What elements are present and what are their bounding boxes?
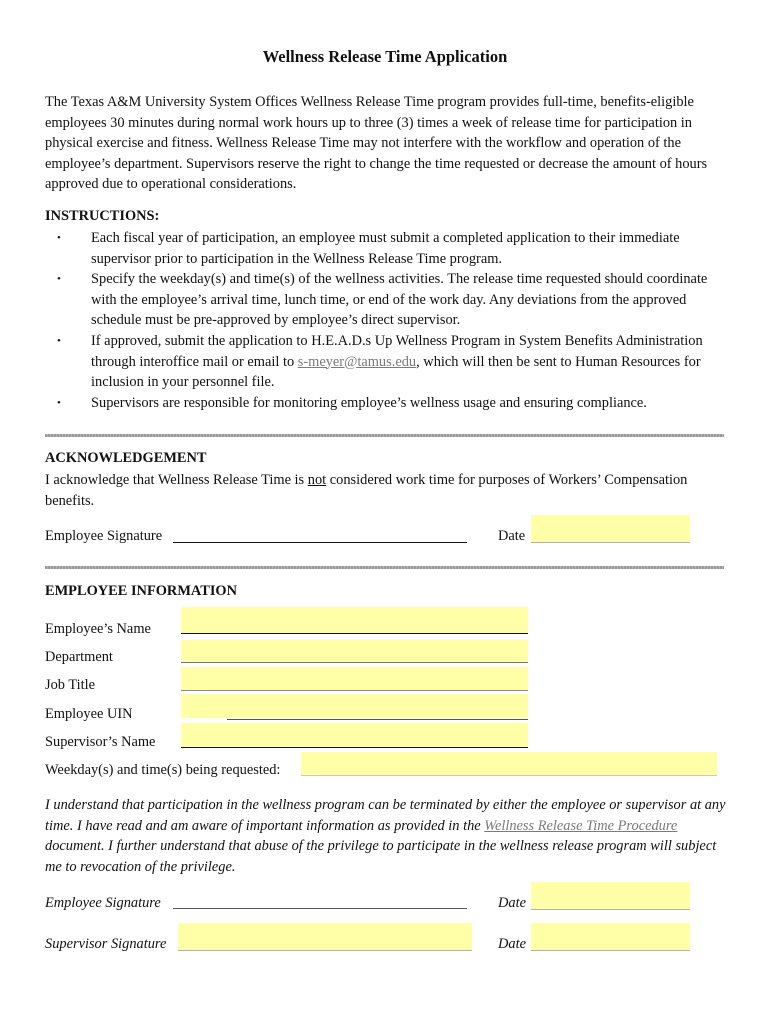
instruction-item: • Specify the weekday(s) and time(s) of the wellness activities. The release time requested should coordinate with the employee’s arrival time, lunch time, or end of the work day. Any deviations from the approved schedule must be pre-approved by employee’s direct supervisor. <box>57 271 708 329</box>
job-title-label: Job Title <box>45 677 95 693</box>
employee-name-label: Employee’s Name <box>45 621 151 637</box>
supervisor-name-label: Supervisor’s Name <box>45 734 156 750</box>
instructions-list <box>45 228 735 413</box>
ack-date-label: Date <box>498 528 526 544</box>
section-divider <box>45 434 724 437</box>
intro-paragraph: The Texas A&M University System Offices Wellness Release Time program provides full-time, benefits-eligible employees 30 minutes during normal work hours up to three (3) times a week of release time for participation in physical exercise and fitness. Wellness Release Time may not interfere with the workflow and operation of the employee’s department. Supervisors reserve the right to change the time requested or decrease the amount of hours approved due to operational considerations. <box>45 94 708 193</box>
employee-date-field[interactable] <box>531 882 690 910</box>
page-title: Wellness Release Time Application <box>262 47 508 66</box>
instruction-item: • Supervisors are responsible for monitoring employee’s wellness usage and ensuring compliance. <box>45 393 735 414</box>
employee-uin-label: Employee UIN <box>45 706 133 722</box>
instruction-item: • If approved, submit the application to H.E.A.D.s Up Wellness Program in System Benefits Administration through interoffice mail or email to s-meyer@tamus.edu, which will then be sent to Human Resources for inclusion in your personnel file. <box>57 332 703 391</box>
bullet-icon: • <box>57 273 61 286</box>
section-divider <box>45 566 724 569</box>
bullet-icon: • <box>57 396 61 409</box>
supervisor-signature-field[interactable] <box>178 923 472 951</box>
supervisor-date-label: Date <box>498 936 526 952</box>
weekday-label: Weekday(s) and time(s) being requested: <box>45 762 281 778</box>
email-link[interactable]: s-meyer@tamus.edu <box>297 353 417 370</box>
department-field[interactable] <box>181 640 528 663</box>
supervisor-date-field[interactable] <box>531 923 690 951</box>
employee-uin-field[interactable] <box>181 694 528 718</box>
agreement-paragraph: I understand that participation in the wellness program can be terminated by either the employee or supervisor at any time. I have read and am aware of important information as provided in the Wellness Release Time Procedure document. I further understand that abuse of the privilege to participate in the wellness release program will subject me to revocation of the privilege. <box>45 797 726 875</box>
weekday-time-field[interactable] <box>301 752 717 776</box>
employee-signature-label: Employee Signature <box>45 895 161 911</box>
employee-name-field[interactable] <box>181 607 528 634</box>
instructions-heading: INSTRUCTIONS: <box>45 208 160 224</box>
department-label: Department <box>45 649 113 665</box>
bullet-icon: • <box>57 232 61 244</box>
ack-date-field[interactable] <box>531 515 690 543</box>
employee-uin-underline <box>227 719 528 720</box>
emphasis-not: not <box>307 472 327 488</box>
employee-info-heading: EMPLOYEE INFORMATION <box>45 583 238 599</box>
job-title-field[interactable] <box>181 667 528 691</box>
procedure-link[interactable]: Wellness Release Time Procedure <box>484 817 678 834</box>
supervisor-name-field[interactable] <box>181 723 528 748</box>
ack-signature-label: Employee Signature <box>45 528 163 544</box>
bullet-icon: • <box>57 334 61 347</box>
acknowledgement-text: I acknowledge that Wellness Release Time is not considered work time for purposes of Workers’ Compensation benefits. <box>45 472 688 509</box>
ack-signature-line[interactable] <box>173 526 467 543</box>
instruction-item: • Each fiscal year of participation, an employee must submit a completed application to their immediate supervisor prior to participation in the Wellness Release Time program. <box>57 230 680 267</box>
employee-signature-line[interactable] <box>173 893 467 909</box>
employee-date-label: Date <box>498 895 526 911</box>
supervisor-signature-label: Supervisor Signature <box>45 936 167 952</box>
acknowledgement-heading: ACKNOWLEDGEMENT <box>45 450 207 466</box>
